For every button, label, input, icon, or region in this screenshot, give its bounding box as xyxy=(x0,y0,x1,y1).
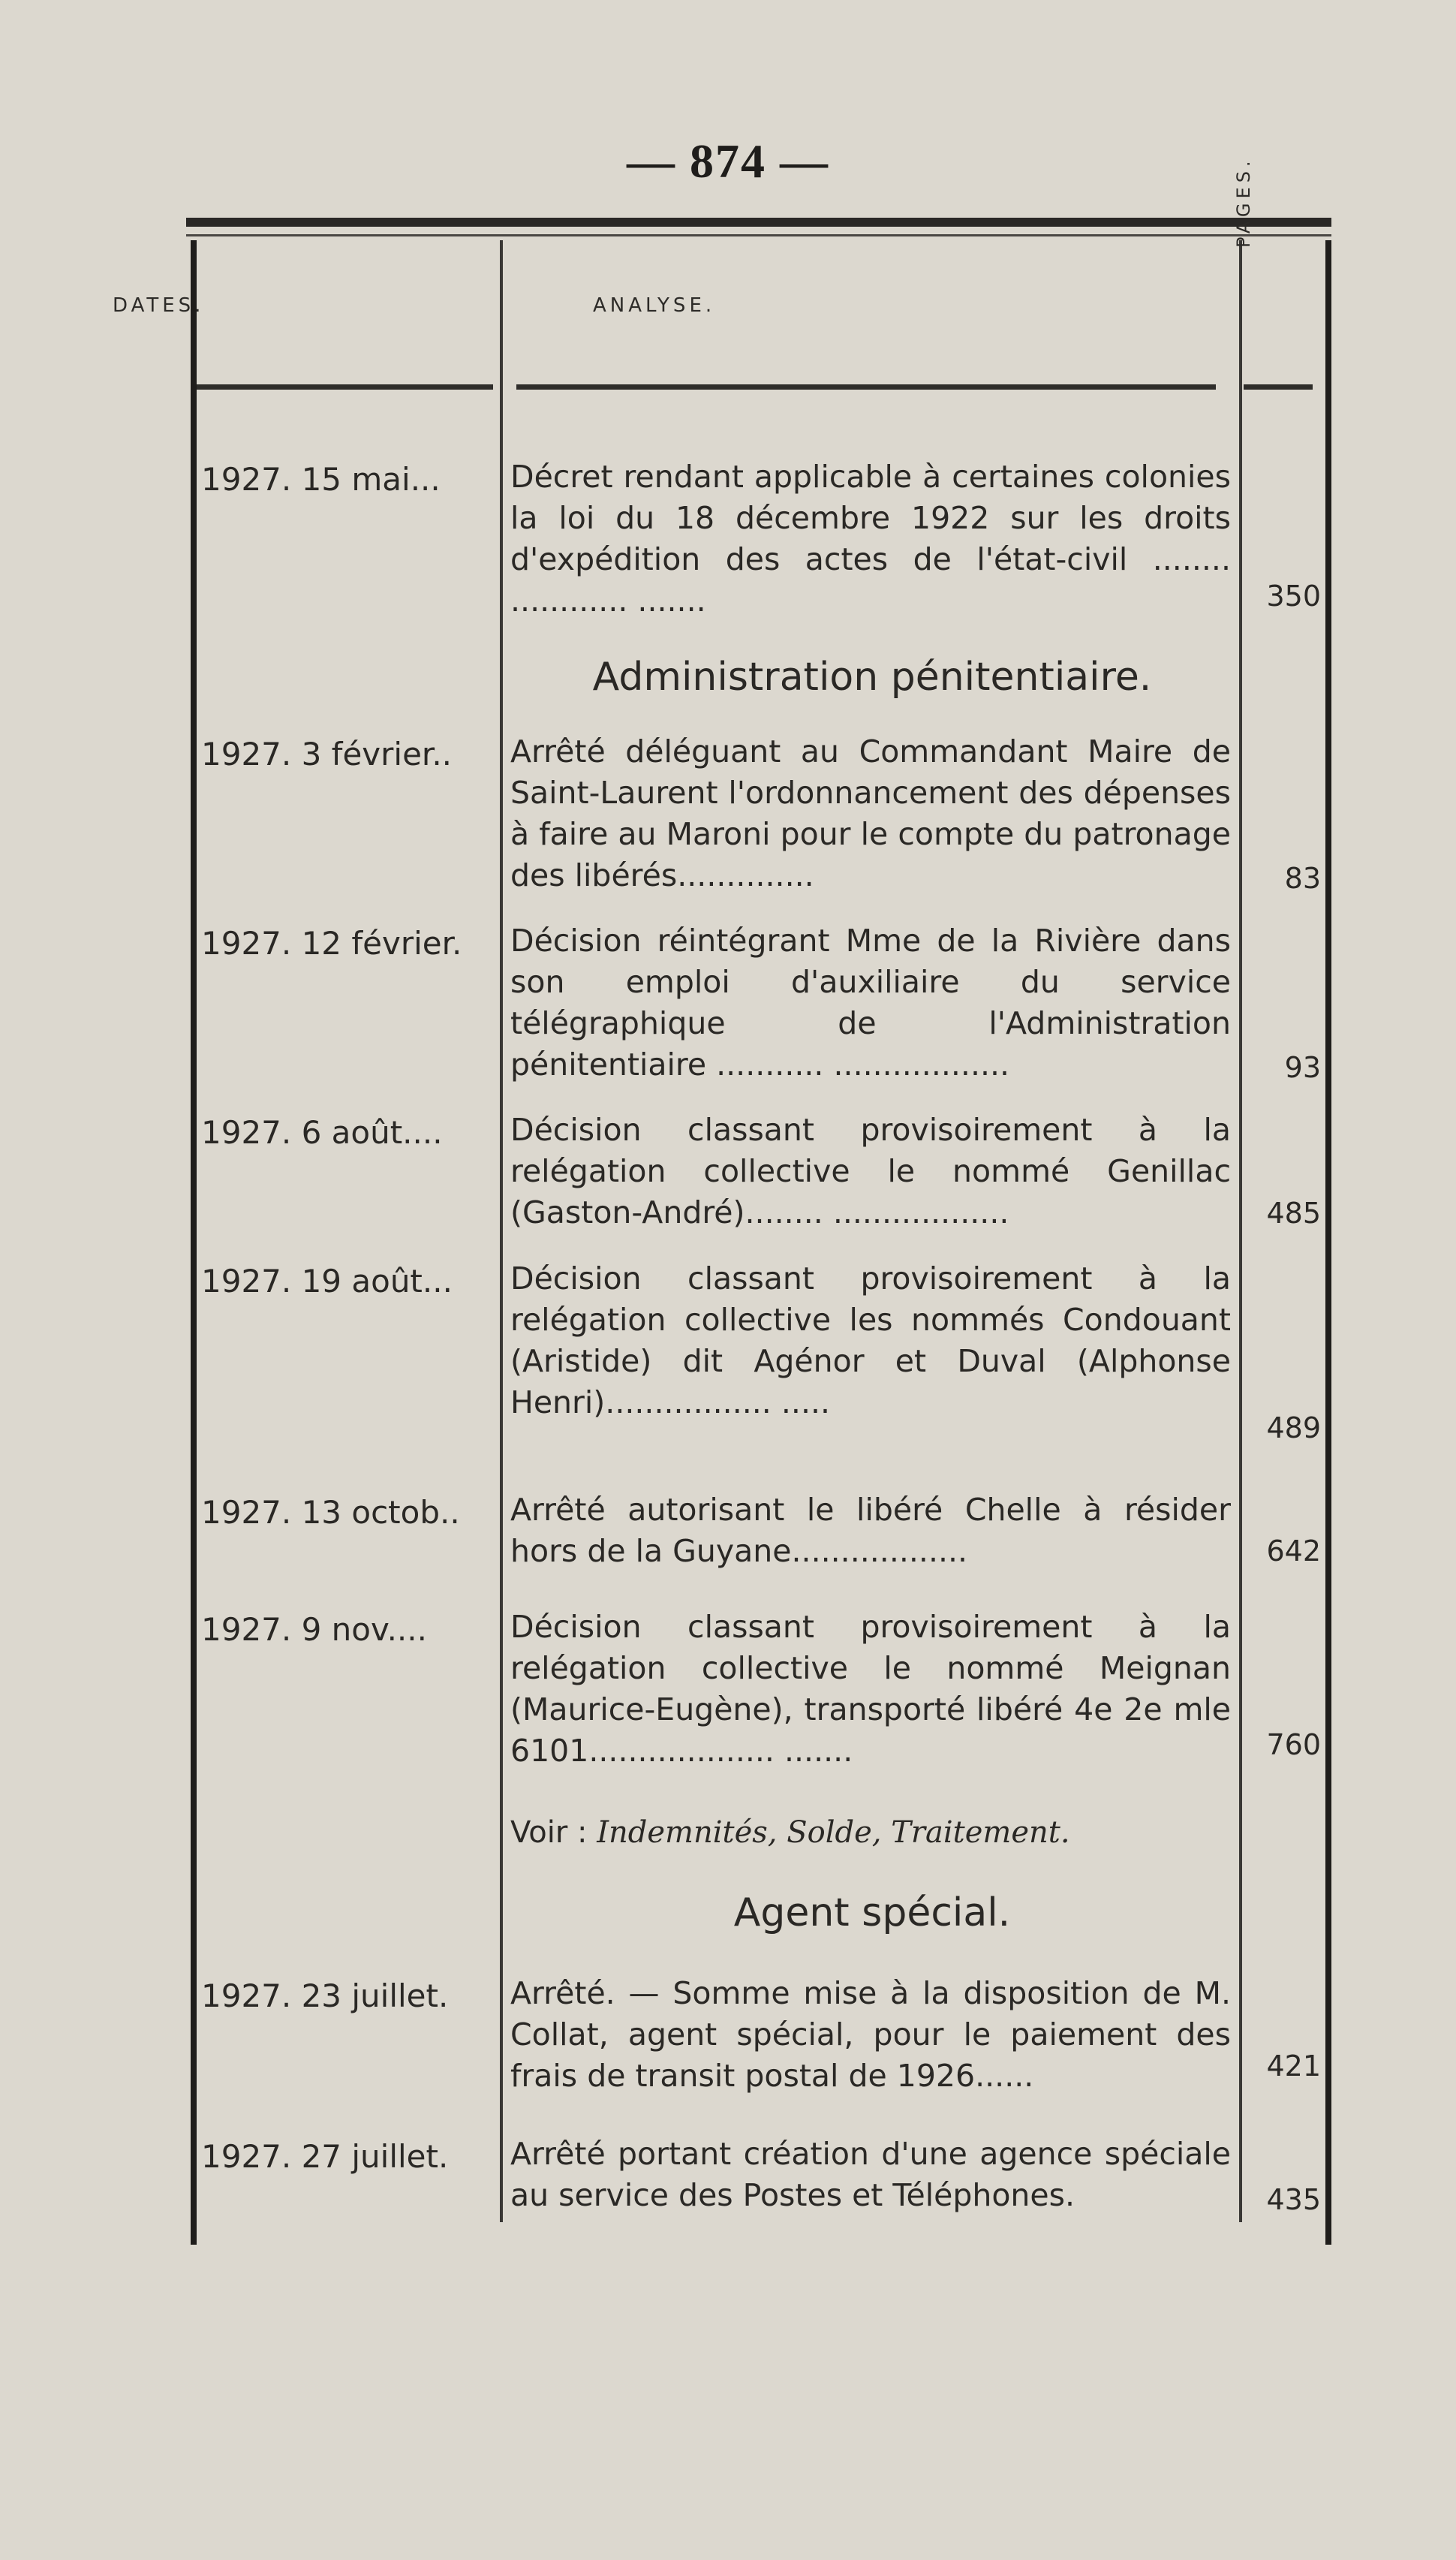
entry-text: Décision réintégrant Mme de la Rivière dans son emploi d'auxiliaire du service télégraphique de l'Administration pénitentiaire ........... .................. xyxy=(510,923,1231,1083)
table-top-rule-thin xyxy=(186,234,1331,236)
table-top-rule xyxy=(186,218,1331,227)
section-title-agent: Agent spécial. xyxy=(733,1890,1011,1935)
entry-text: Arrêté déléguant au Commandant Maire de Saint-Laurent l'ordonnancement des dépenses à faire au Maroni pour le compte du patronage des libérés.............. xyxy=(510,733,1231,893)
entry-text: Décision classant provisoirement à la relégation collective le nommé Meignan (Maurice-Eugène), transporté libéré 4e 2e mle 6101................... ....... xyxy=(510,1609,1231,1769)
entry-page: 489 xyxy=(1266,1411,1321,1444)
header-dates: DATES. xyxy=(113,294,205,317)
entry-date: 1927. 3 février.. xyxy=(201,736,453,773)
entry-text: Décret rendant applicable à certaines colonies la loi du 18 décembre 1922 sur les droits d'expédition des actes de l'état-civil ........ ............ ....... xyxy=(510,459,1231,619)
entry-page: 350 xyxy=(1266,580,1321,613)
header-underline-analyse xyxy=(516,384,1216,390)
table-right-border xyxy=(1325,240,1331,2245)
entry-text: Arrêté portant création d'une agence spéciale au service des Postes et Téléphones. xyxy=(510,2136,1231,2213)
entry-text: Décision classant provisoirement à la relégation collective les nommés Condouant (Aristide) dit Agénor et Duval (Alphonse Henri)................. ..... xyxy=(510,1260,1231,1420)
entry-text: Arrêté. — Somme mise à la disposition de M. Collat, agent spécial, pour le paiement des frais de transit postal de 1926...... xyxy=(510,1975,1231,2094)
entry-page: 93 xyxy=(1284,1051,1321,1084)
entry-page: 642 xyxy=(1266,1534,1321,1568)
section-title-administration: Administration pénitentiaire. xyxy=(592,655,1152,700)
entry-date: 1927. 27 juillet. xyxy=(201,2138,449,2175)
header-underline-pages xyxy=(1244,384,1313,390)
entry-page: 485 xyxy=(1266,1197,1321,1230)
see-also-items: Indemnités, Solde, Traitement. xyxy=(597,1815,1070,1850)
entry-date: 1927. 15 mai... xyxy=(201,461,441,498)
header-pages: PAGES. xyxy=(1233,156,1254,248)
entry-date: 1927. 19 août... xyxy=(201,1263,453,1300)
page-number: — 874 — xyxy=(627,134,829,188)
entry-page: 435 xyxy=(1266,2183,1321,2216)
entry-date: 1927. 23 juillet. xyxy=(201,1977,449,2014)
entry-page: 760 xyxy=(1266,1728,1321,1761)
table-left-border xyxy=(191,240,197,2245)
entry-date: 1927. 9 nov.... xyxy=(201,1611,427,1648)
header-underline-dates xyxy=(197,384,493,390)
entry-page: 421 xyxy=(1266,2050,1321,2083)
column-divider-dates xyxy=(500,240,503,2222)
entry-text: Arrêté autorisant le libéré Chelle à résider hors de la Guyane.................. xyxy=(510,1492,1231,1569)
entry-date: 1927. 13 octob.. xyxy=(201,1494,460,1531)
entry-date: 1927. 6 août.... xyxy=(201,1114,443,1151)
header-analyse: ANALYSE. xyxy=(593,294,716,317)
entry-page: 83 xyxy=(1284,862,1321,895)
entry-date: 1927. 12 février. xyxy=(201,925,462,962)
see-also-prefix: Voir : xyxy=(510,1815,597,1850)
entry-text: Décision classant provisoirement à la relégation collective le nommé Genillac (Gaston-André)........ .................. xyxy=(510,1112,1231,1230)
see-also-note xyxy=(510,1815,1231,1850)
